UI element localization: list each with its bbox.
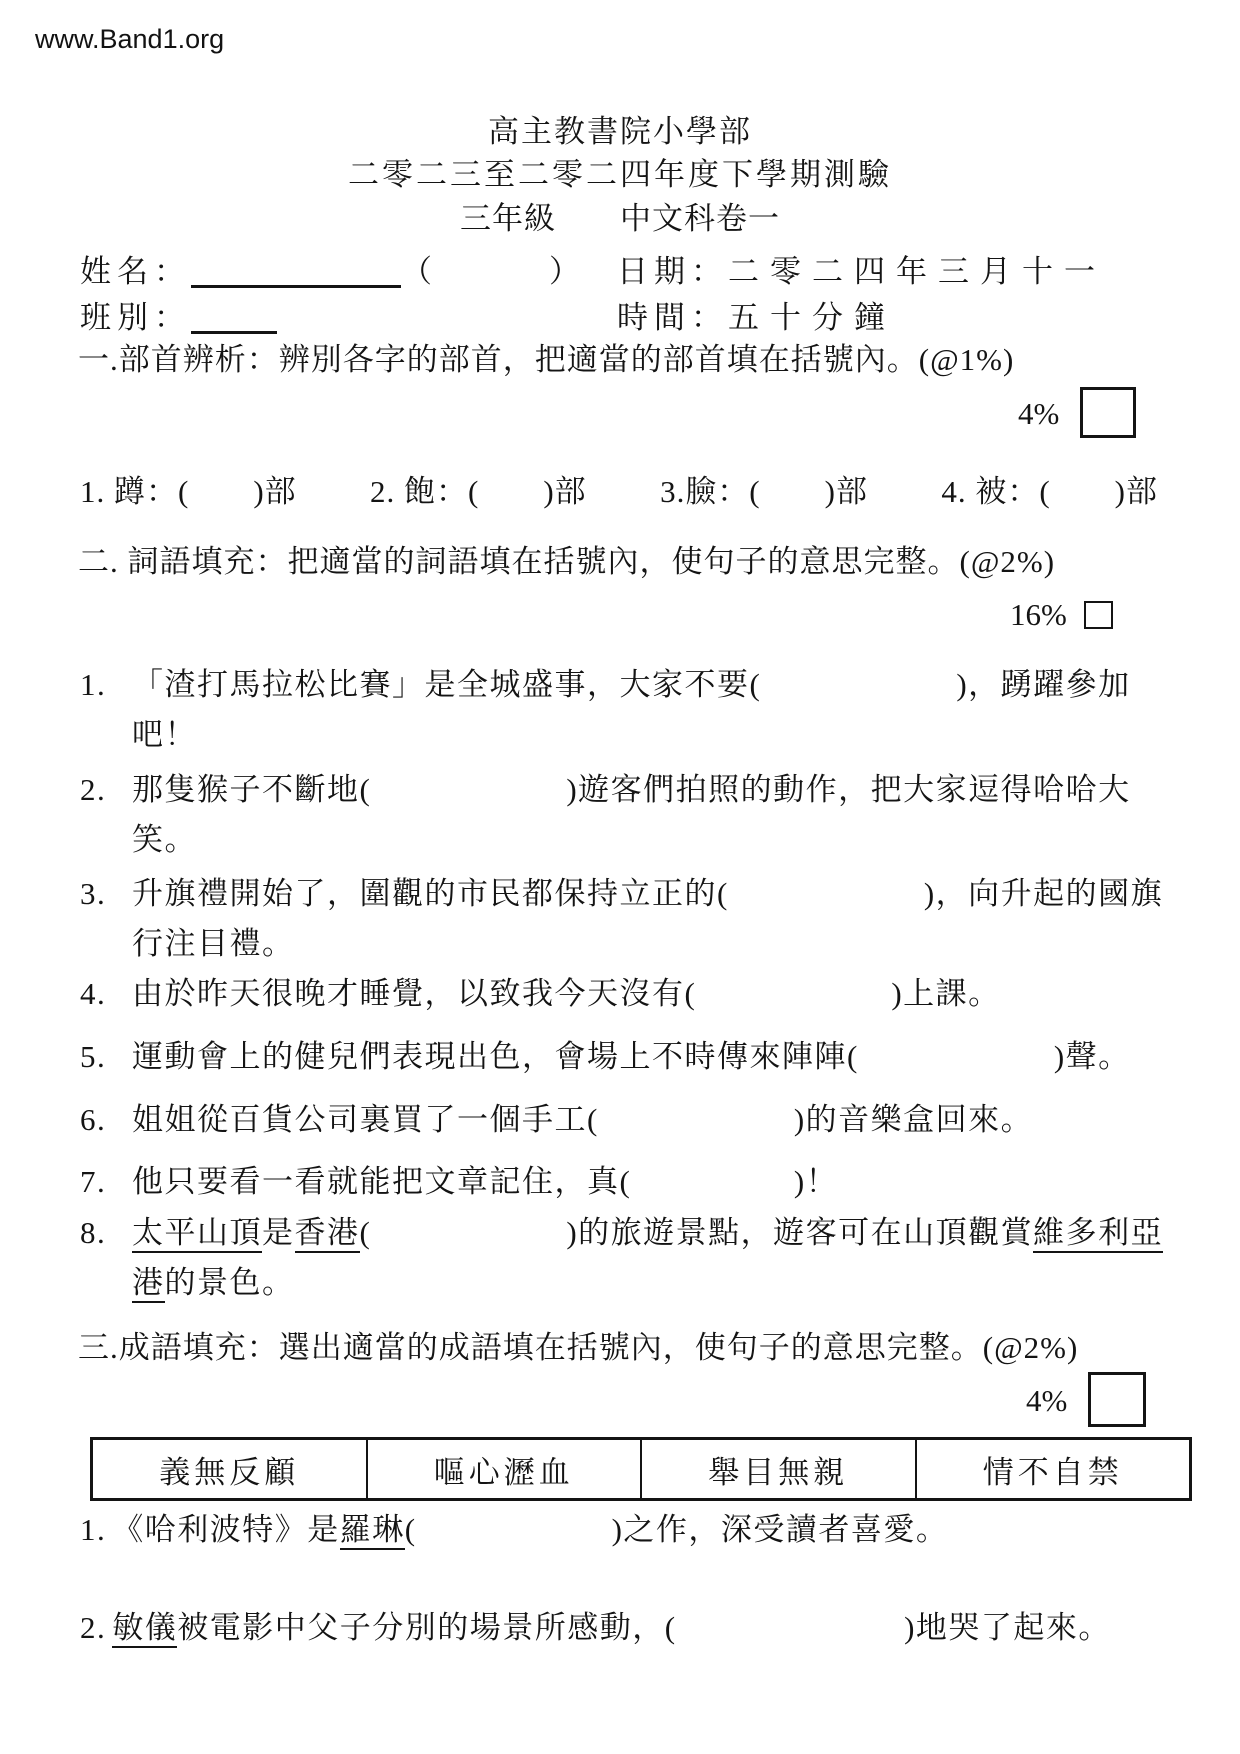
question-number: 6. <box>80 1102 107 1137</box>
idiom-option: 嘔心瀝血 <box>366 1440 641 1498</box>
question-number: 8. <box>80 1215 107 1250</box>
radical-question: 2. 飽：( )部 <box>370 474 587 509</box>
idiom-option: 舉目無親 <box>640 1440 915 1498</box>
section1-score-box <box>1080 387 1136 438</box>
idiom-option: 義無反顧 <box>159 1454 300 1490</box>
question-number: 2. <box>80 772 107 807</box>
time-label: 時間： <box>617 300 728 335</box>
radical-question: 4. 被：( )部 <box>941 474 1158 509</box>
section2-question <box>80 660 1180 760</box>
school-title: 高主教書院小學部 <box>488 114 752 149</box>
name-paren-blank: （ ） <box>401 254 586 289</box>
question-text: 升旗禮開始了，圍觀的市民都保持立正的( )，向升起的國旗行注目禮。 <box>132 876 1164 961</box>
radical-question: 3.臉：( )部 <box>660 474 868 509</box>
section1-score-label: 4% <box>1018 396 1060 431</box>
question-number: 5. <box>80 1039 107 1074</box>
question-text: 那隻猴子不斷地( )遊客們拍照的動作，把大家逗得哈哈大笑。 <box>132 772 1131 857</box>
section1-heading: 一.部首辨析：辨別各字的部首，把適當的部首填在括號內。(@1%) <box>78 342 1015 377</box>
question-text: 《哈利波特》是羅琳( )之作，深受讀者喜愛。 <box>112 1512 948 1550</box>
section2-heading: 二. 詞語填充：把適當的詞語填在括號內，使句子的意思完整。(@2%) <box>78 544 1056 579</box>
question-number: 1. <box>80 667 107 702</box>
idiom-options-table <box>90 1437 1192 1501</box>
date-field <box>617 246 1106 291</box>
name-blank-line <box>191 255 401 288</box>
question-text: 他只要看一看就能把文章記住，真( )！ <box>132 1164 839 1199</box>
question-text: 姐姐從百貨公司裏買了一個手工( )的音樂盒回來。 <box>132 1102 1034 1137</box>
class-blank-line <box>191 301 277 334</box>
section2-question <box>80 869 1180 969</box>
section2-question <box>80 765 1180 865</box>
section2-score-label: 16% <box>1010 597 1067 632</box>
question-text: 運動會上的健兒們表現出色，會場上不時傳來陣陣( )聲。 <box>132 1039 1131 1074</box>
question-text: 敏儀被電影中父子分別的場景所感動，( )地哭了起來。 <box>112 1610 1111 1648</box>
radical-question: 1. 蹲：( )部 <box>80 474 297 509</box>
grade-paper-title: 三年級 中文科卷一 <box>460 201 780 236</box>
section2-question <box>80 969 1180 1019</box>
section3-question <box>80 1603 1195 1653</box>
question-number: 3. <box>80 876 107 911</box>
question-text: 由於昨天很晚才睡覺，以致我今天沒有( )上課。 <box>132 976 1001 1011</box>
section3-score-label: 4% <box>1026 1383 1068 1418</box>
question-text: 「渣打馬拉松比賽」是全城盛事，大家不要( )，踴躍參加吧！ <box>132 667 1131 752</box>
date-label: 日期： <box>617 254 728 289</box>
time-value: 五十分鐘 <box>728 300 896 335</box>
section2-question <box>80 1095 1180 1145</box>
section2-question <box>80 1157 1180 1207</box>
name-field <box>80 246 586 291</box>
question-number: 2. <box>80 1610 107 1645</box>
date-value: 二零二四年三月十一 <box>728 254 1106 289</box>
time-field <box>617 292 896 337</box>
section2-question <box>80 1208 1180 1308</box>
radical-questions-row <box>80 466 1158 511</box>
section2-score-box <box>1084 601 1113 629</box>
question-number: 1. <box>80 1512 107 1547</box>
idiom-option: 情不自禁 <box>915 1440 1190 1498</box>
question-text: 太平山頂是香港( )的旅遊景點，遊客可在山頂觀賞維多利亞港的景色。 <box>132 1208 1180 1308</box>
section3-heading: 三.成語填充：選出適當的成語填在括號內，使句子的意思完整。(@2%) <box>78 1330 1079 1365</box>
question-number: 7. <box>80 1164 107 1199</box>
section2-question <box>80 1032 1180 1082</box>
question-number: 4. <box>80 976 107 1011</box>
class-field <box>80 292 277 337</box>
term-title: 二零二三至二零二四年度下學期測驗 <box>348 157 892 192</box>
watermark: www.Band1.org <box>35 24 225 54</box>
section3-question <box>80 1505 1195 1555</box>
section3-score-box <box>1088 1372 1146 1427</box>
name-label: 姓名： <box>80 254 191 289</box>
class-label: 班別： <box>80 300 191 335</box>
